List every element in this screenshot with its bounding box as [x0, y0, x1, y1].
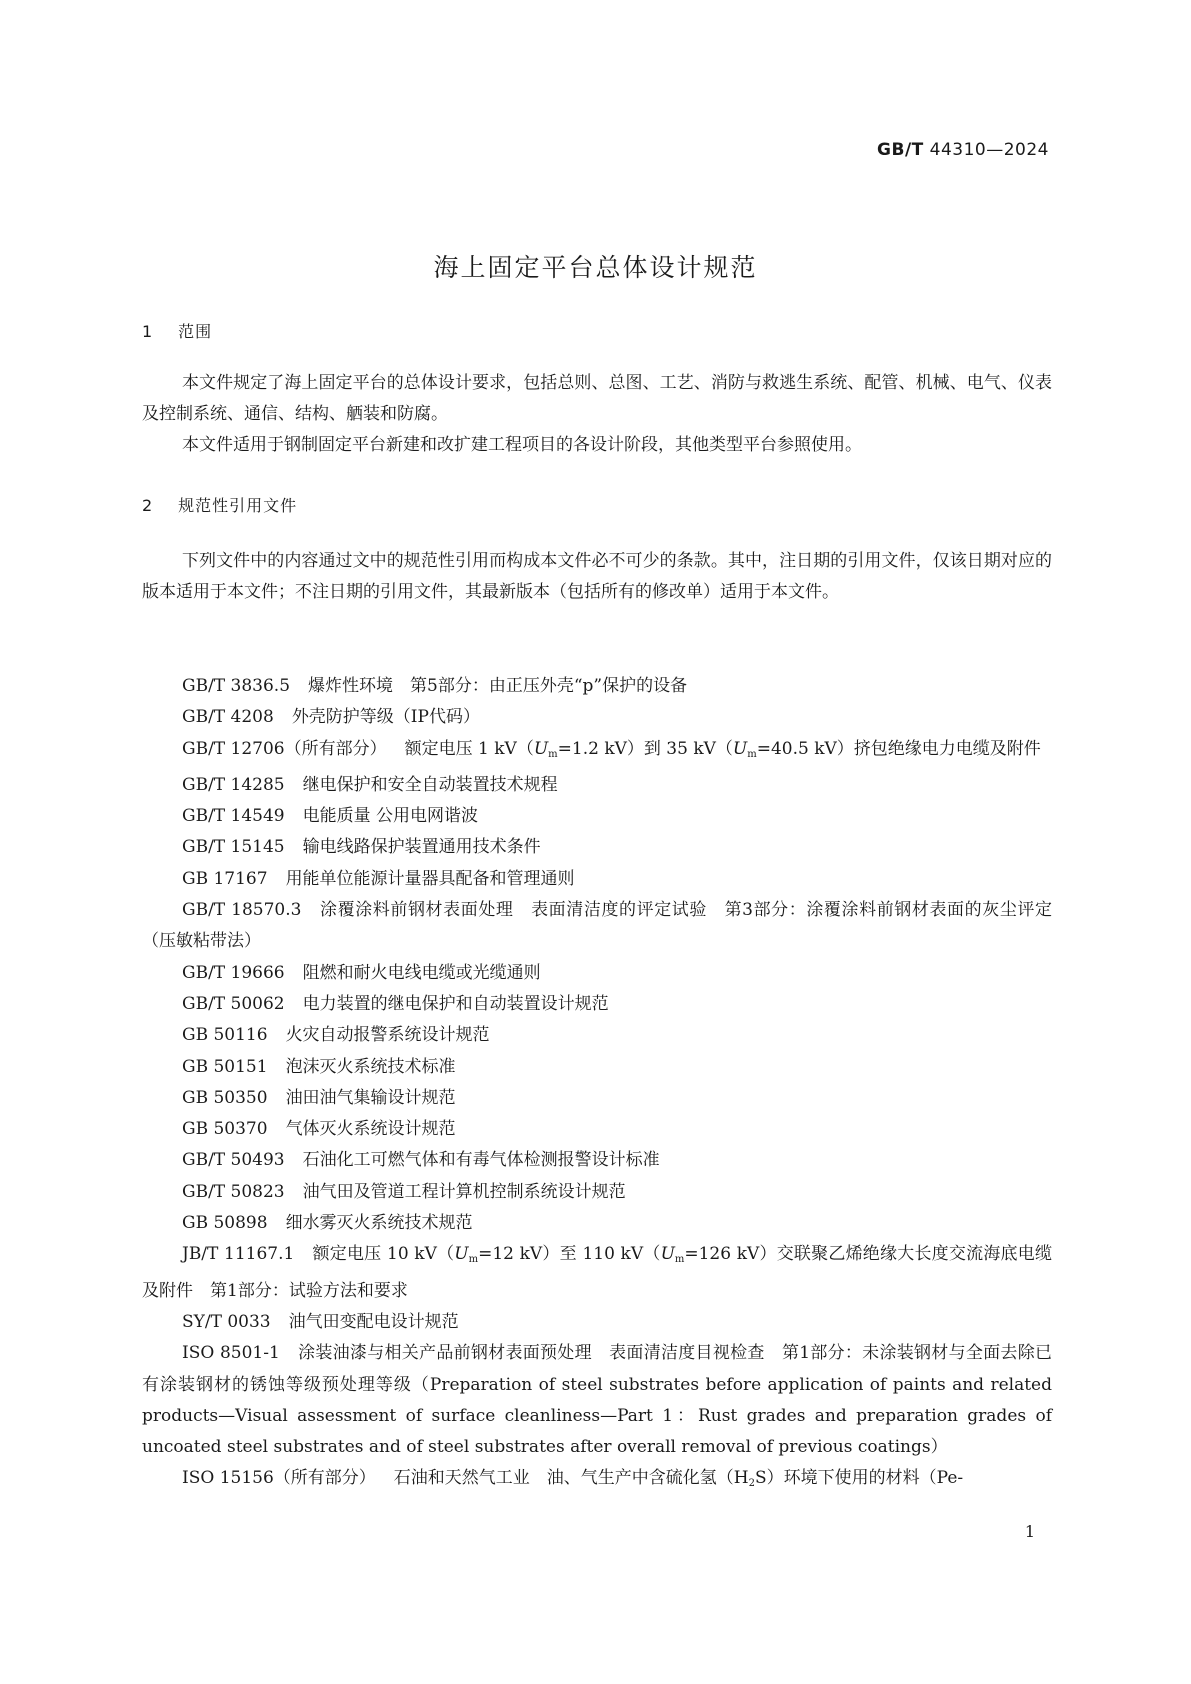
reference-item: GB 50350 油田油气集输设计规范	[182, 1087, 456, 1108]
section-2-heading	[142, 493, 297, 516]
reference-item: GB/T 19666 阻燃和耐火电线电缆或光缆通则	[182, 962, 541, 983]
scope-paragraph-2: 本文件适用于钢制固定平台新建和改扩建工程项目的各设计阶段，其他类型平台参照使用。	[182, 435, 862, 455]
reference-item: GB/T 50823 油气田及管道工程计算机控制系统设计规范	[182, 1181, 626, 1202]
section-1-title: 范围	[178, 322, 213, 341]
reference-item: JB/T 11167.1 额定电压 10 $kV(U_m=12$ kV）至 110 $kV(U_m=126$ kV）交联聚乙烯绝缘大长度交流海底电缆及附件 第1部分：试验方法和要求	[142, 1244, 1052, 1301]
reference-item: GB 50370 气体灭火系统设计规范	[182, 1119, 456, 1140]
section-1-number: 1	[142, 322, 154, 341]
standard-code-number: 44310—2024	[929, 140, 1049, 160]
section-2-title: 规范性引用文件	[178, 496, 298, 515]
reference-item: ISO 8501-1 涂装油漆与相关产品前钢材表面预处理 表面清洁度目视检查 第1部分：未涂装钢材与全面去除已有涂装钢材的锈蚀等级预处理等级（Preparation of steel substrates before application of paints and related products—Visual assessment of surface cleanliness—Part 1：Rust grades and preparation grades of uncoated steel substrates and of steel substrates after overall removal of previous coatings）	[142, 1343, 1052, 1458]
standard-code	[877, 140, 1049, 160]
section-1-heading	[142, 319, 212, 342]
reference-list	[142, 671, 1052, 1500]
reference-item: GB/T 3836.5 爆炸性环境 第5部分：由正压外壳“p”保护的设备	[182, 676, 688, 696]
page-title: 海上固定平台总体设计规范	[433, 253, 758, 282]
section-2-number: 2	[142, 496, 154, 515]
reference-item: SY/T 0033 油气田变配电设计规范	[182, 1311, 459, 1332]
reference-item: GB 50898 细水雾灭火系统技术规范	[182, 1213, 473, 1234]
reference-item: GB/T 14549 电能质量 公用电网谐波	[182, 806, 479, 827]
reference-item: GB/T 18570.3 涂覆涂料前钢材表面处理 表面清洁度的评定试验 第3部分：涂覆涂料前钢材表面的灰尘评定（压敏粘带法）	[142, 900, 1052, 952]
reference-item: GB/T 50062 电力装置的继电保护和自动装置设计规范	[182, 993, 609, 1014]
reference-item: GB/T 15145 输电线路保护装置通用技术条件	[182, 837, 541, 858]
reference-item: GB 50116 火灾自动报警系统设计规范	[182, 1025, 490, 1046]
reference-item: GB/T 50493 石油化工可燃气体和有毒气体检测报警设计标准	[182, 1150, 660, 1171]
reference-item: GB 17167 用能单位能源计量器具配备和管理通则	[182, 868, 575, 889]
standard-code-prefix: GB/T	[877, 140, 924, 160]
reference-item: ISO 15156（所有部分） 石油和天然气工业 油、气生产中含硫化氢$(H_2S)$环境下使用的材料（Pe-	[182, 1468, 964, 1490]
reference-item: GB/T 14285 继电保护和安全自动装置技术规程	[182, 774, 558, 795]
reference-item: GB 50151 泡沫灭火系统技术标准	[182, 1056, 456, 1077]
page-number: 1	[1024, 1522, 1035, 1541]
reference-item: GB/T 12706（所有部分） 额定电压 1 $kV(U_m=1.2$ kV）到 35 $kV(U_m=40.5$ kV）挤包绝缘电力电缆及附件	[182, 738, 1041, 760]
references-intro: 下列文件中的内容通过文中的规范性引用而构成本文件必不可少的条款。其中，注日期的引用文件，仅该日期对应的版本适用于本文件；不注日期的引用文件，其最新版本（包括所有的修改单）适用于本文件。	[142, 551, 1052, 603]
scope-paragraph-1: 本文件规定了海上固定平台的总体设计要求，包括总则、总图、工艺、消防与救逃生系统、配管、机械、电气、仪表及控制系统、通信、结构、舾装和防腐。	[142, 373, 1052, 425]
reference-item: GB/T 4208 外壳防护等级（IP代码）	[182, 707, 480, 728]
